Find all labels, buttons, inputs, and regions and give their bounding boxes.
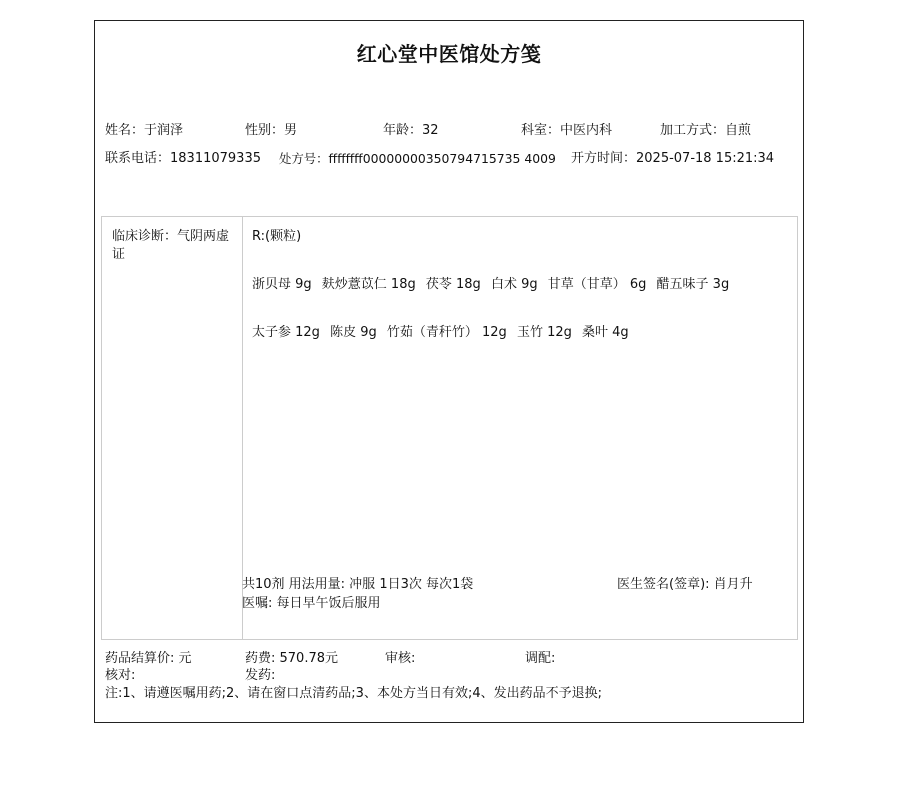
usage-dosage: 共10剂 用法用量: 冲服 1日3次 每次1袋	[242, 577, 474, 592]
processing-method: 加工方式：自煎	[660, 123, 752, 138]
prescription-number: 处方号：ffffffff00000000350794715735 4009	[279, 151, 556, 166]
notes: 注:1、请遵医嘱用药;2、请在窗口点清药品;3、本处方当日有效;4、发出药品不予退换;	[105, 686, 602, 701]
prescription-sheet	[94, 20, 804, 723]
clinical-diagnosis: 临床诊断：气阴两虚证	[112, 229, 230, 262]
department: 科室：中医内科	[521, 123, 613, 138]
herb-item: 白术 9g	[490, 277, 538, 292]
check-field: 核对:	[105, 668, 136, 683]
herb-item: 醋五味子 3g	[656, 277, 730, 292]
document-title: 红心堂中医馆处方笺	[356, 42, 542, 66]
herb-item: 太子参 12g	[252, 325, 320, 340]
dispense-field: 调配:	[525, 651, 556, 666]
herb-line-1	[252, 277, 735, 293]
herb-item: 浙贝母 9g	[252, 277, 312, 292]
patient-gender: 性别：男	[245, 123, 298, 138]
column-divider	[242, 217, 243, 639]
herb-item: 桑叶 4g	[582, 325, 629, 340]
contact-phone: 联系电话：18311079335	[105, 151, 261, 166]
drug-settlement-price: 药品结算价: 元	[105, 651, 192, 666]
doctor-signature: 医生签名(签章): 肖月升	[617, 577, 753, 592]
drug-fee: 药费: 570.78元	[245, 651, 338, 666]
prescription-box	[101, 216, 798, 640]
herb-line-2	[252, 325, 635, 341]
rx-type-label: R:(颗粒)	[252, 229, 302, 244]
issue-time: 开方时间：2025-07-18 15:21:34	[571, 151, 775, 166]
herb-item: 陈皮 9g	[330, 325, 377, 340]
herb-item: 茯苓 18g	[425, 277, 481, 292]
herb-item: 竹茹（青秆竹） 12g	[386, 325, 507, 340]
patient-age: 年龄：32	[383, 123, 439, 138]
herb-item: 玉竹 12g	[516, 325, 572, 340]
prescription-area	[252, 229, 787, 340]
doctor-advice: 医嘱: 每日早午饭后服用	[242, 596, 381, 611]
patient-name: 姓名：于润泽	[105, 123, 184, 138]
deliver-field: 发药:	[245, 668, 276, 683]
herb-item: 麸炒薏苡仁 18g	[321, 277, 416, 292]
herb-item: 甘草（甘草） 6g	[547, 277, 647, 292]
review-field: 审核:	[385, 651, 416, 666]
